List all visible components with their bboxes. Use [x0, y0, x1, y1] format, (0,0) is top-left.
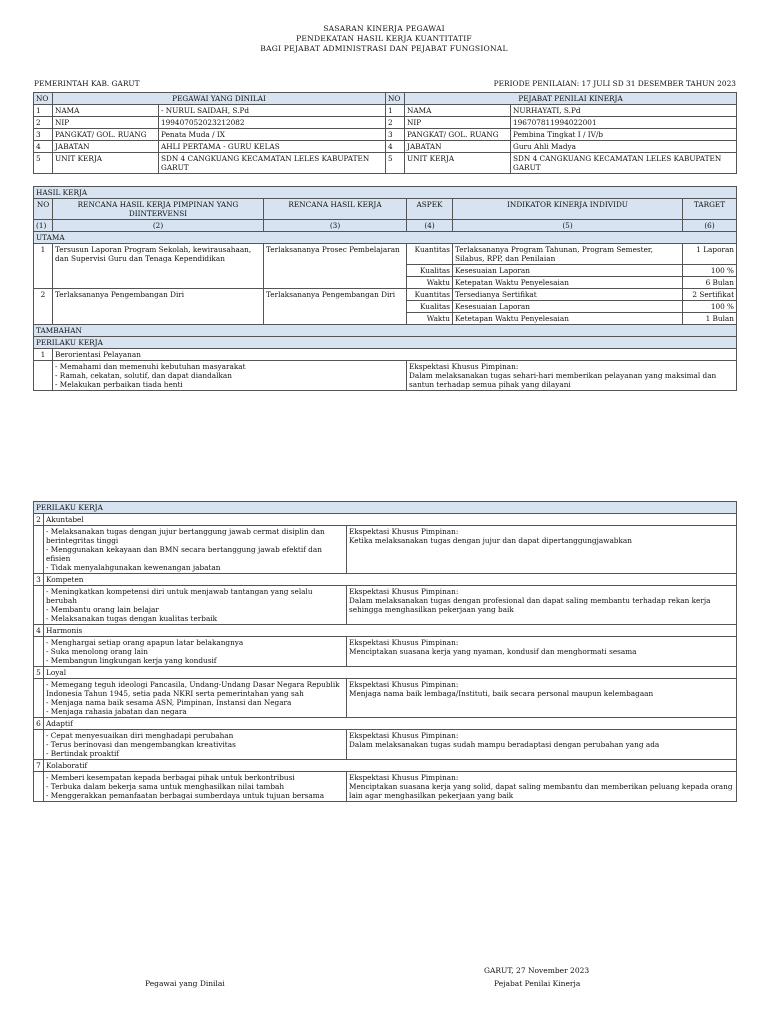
aspek-cell: Kuantitas [407, 244, 453, 265]
blank-cell [34, 679, 44, 718]
aspek-cell: Kuantitas [407, 289, 453, 301]
perilaku-detail-row [34, 361, 737, 391]
perilaku-point: - Melaksanakan tugas dengan jujur bertanggung jawab cermat disiplin dan berintegritas tinggi [46, 527, 325, 545]
row-number: 3 [386, 129, 405, 141]
rencana-hasil: Terlaksananya Pengembangan Diri [264, 289, 407, 325]
hasil-column-numbers [34, 220, 737, 232]
perilaku-points [44, 730, 347, 760]
perilaku-detail-row [34, 772, 737, 802]
rencana-pimpinan: Terlaksananya Pengembangan Diri [53, 289, 264, 325]
column-header: TARGET [683, 199, 737, 220]
column-header: NO [34, 199, 53, 220]
perilaku-name-row [34, 667, 737, 679]
aspek-cell: Kualitas [407, 301, 453, 313]
perilaku-detail-row [34, 526, 737, 574]
perilaku-points [44, 526, 347, 574]
blank-cell [34, 526, 44, 574]
column-number: (6) [683, 220, 737, 232]
target-cell: 2 Sertifikat [683, 289, 737, 301]
perilaku-name: Loyal [44, 667, 737, 679]
perilaku-name: Adaptif [44, 718, 737, 730]
target-cell: 100 % [683, 301, 737, 313]
indikator-cell: Kesesuaian Laporan [453, 265, 683, 277]
no-header: NO [34, 93, 53, 105]
column-header: ASPEK [407, 199, 453, 220]
ekspektasi-label: Ekspektasi Khusus Pimpinan: [409, 362, 519, 371]
perilaku-kerja-title-2: PERILAKU KERJA [34, 502, 737, 514]
signature-place-date: GARUT, 27 November 2023 [484, 966, 590, 975]
perilaku-name: Akuntabel [44, 514, 737, 526]
ekspektasi-text: Menciptakan suasana kerja yang nyaman, kondusif dan menghormati sesama [349, 647, 637, 656]
row-number: 5 [34, 153, 53, 174]
perilaku-point: - Memegang teguh ideologi Pancasila, Undang-Undang Dasar Negara Republik Indonesia Tahun 1945, setia pada NKRI serta pemerintahan yang sah [46, 680, 340, 698]
field-label: NAMA [405, 105, 511, 117]
perilaku-points [44, 679, 347, 718]
item-number: 1 [34, 244, 53, 289]
blank-cell [34, 637, 44, 667]
field-label: JABATAN [53, 141, 159, 153]
ekspektasi-cell [347, 679, 737, 718]
indikator-cell: Kesesuaian Laporan [453, 301, 683, 313]
ekspektasi-text: Dalam melaksanakan tugas dengan profesional dan dapat saling membantu terhadap rekan kerja sehingga menghasilkan pekerjaan yang baik [349, 596, 711, 614]
perilaku-name: Harmonis [44, 625, 737, 637]
perilaku-number: 6 [34, 718, 44, 730]
perilaku-kerja-title: PERILAKU KERJA [34, 337, 737, 349]
blank-cell [34, 586, 44, 625]
signature-pejabat: Pejabat Penilai Kinerja [494, 979, 581, 988]
column-header: INDIKATOR KINERJA INDIVIDU [453, 199, 683, 220]
hasil-kerja-table [33, 186, 737, 391]
ekspektasi-text: Dalam melaksanakan tugas sudah mampu beradaptasi dengan perubahan yang ada [349, 740, 660, 749]
pejabat-value: Pembina Tingkat I / IV/b [511, 129, 737, 141]
perilaku-point: - Terus berinovasi dan mengembangkan kreativitas [46, 740, 236, 749]
perilaku-number: 4 [34, 625, 44, 637]
rencana-pimpinan: Tersusun Laporan Program Sekolah, kewirausahaan, dan Supervisi Guru dan Tenaga Kependidikan [53, 244, 264, 289]
pejabat-value: Guru Ahli Madya [511, 141, 737, 153]
perilaku-points [44, 586, 347, 625]
row-number: 2 [34, 117, 53, 129]
row-number: 1 [386, 105, 405, 117]
doc-subtitle: PENDEKATAN HASIL KERJA KUANTITATIF [296, 34, 472, 43]
perilaku-point: - Terbuka dalam bekerja sama untuk menghasilkan nilai tambah [46, 782, 285, 791]
target-cell: 100 % [683, 265, 737, 277]
column-number: (4) [407, 220, 453, 232]
row-number: 2 [386, 117, 405, 129]
column-number: (1) [34, 220, 53, 232]
perilaku-point: - Menjaga rahasia jabatan dan negara [46, 707, 187, 716]
aspek-cell: Waktu [407, 313, 453, 325]
ekspektasi-cell [347, 637, 737, 667]
perilaku-point: - Menggunakan kekayaan dan BMN secara bertanggung jawab efektif dan efisien [46, 545, 322, 563]
pegawai-value: AHLI PERTAMA - GURU KELAS [159, 141, 386, 153]
perilaku-point: - Ramah, cekatan, solutif, dan dapat diandalkan [55, 371, 232, 380]
field-label: JABATAN [405, 141, 511, 153]
column-number: (3) [264, 220, 407, 232]
ekspektasi-text: Menciptakan suasana kerja yang solid, dapat saling membantu dan memberikan peluang kepada orang lain agar menghasilkan pekerjaan yang baik [349, 782, 733, 800]
pejabat-value: 196707811994022001 [511, 117, 737, 129]
perilaku-name: Kompeten [44, 574, 737, 586]
row-number: 3 [34, 129, 53, 141]
ekspektasi-label: Ekspektasi Khusus Pimpinan: [349, 638, 459, 647]
perilaku-point: - Memberi kesempatan kepada berbagai pihak untuk berkontribusi [46, 773, 295, 782]
perilaku-point: - Menjaga nama baik sesama ASN, Pimpinan, Instansi dan Negara [46, 698, 292, 707]
column-header: RENCANA HASIL KERJA [264, 199, 407, 220]
column-number: (5) [453, 220, 683, 232]
pegawai-row [34, 141, 737, 153]
ekspektasi-label: Ekspektasi Khusus Pimpinan: [349, 680, 459, 689]
aspek-cell: Waktu [407, 277, 453, 289]
perilaku-kerja-table [33, 501, 737, 802]
no-header: NO [386, 93, 405, 105]
pejabat-penilai-header: PEJABAT PENILAI KINERJA [405, 93, 737, 105]
perilaku-point: - Membangun lingkungan kerja yang kondusif [46, 656, 217, 665]
perilaku-point: - Membantu orang lain belajar [46, 605, 159, 614]
blank-cell [34, 730, 44, 760]
pejabat-value: NURHAYATI, S.Pd [511, 105, 737, 117]
pejabat-value: SDN 4 CANGKUANG KECAMATAN LELES KABUPATEN GARUT [511, 153, 737, 174]
field-label: UNIT KERJA [405, 153, 511, 174]
perilaku-point: - Tidak menyalahgunakan kewenangan jabatan [46, 563, 221, 572]
ekspektasi-label: Ekspektasi Khusus Pimpinan: [349, 773, 459, 782]
pegawai-header-row [34, 93, 737, 105]
rencana-hasil: Terlaksananya Prosec Pembelajaran [264, 244, 407, 289]
field-label: UNIT KERJA [53, 153, 159, 174]
ekspektasi-cell [407, 361, 737, 391]
row-number: 4 [386, 141, 405, 153]
ekspektasi-label: Ekspektasi Khusus Pimpinan: [349, 527, 459, 536]
target-cell: 1 Laporan [683, 244, 737, 265]
perilaku-name: Kolaboratif [44, 760, 737, 772]
ekspektasi-text: Dalam melaksanakan tugas sehari-hari memberikan pelayanan yang maksimal dan santun terhadap semua pihak yang dilayani [409, 371, 717, 389]
field-label: PANGKAT/ GOL. RUANG [53, 129, 159, 141]
target-cell: 1 Bulan [683, 313, 737, 325]
ekspektasi-label: Ekspektasi Khusus Pimpinan: [349, 587, 459, 596]
blank-cell [34, 361, 53, 391]
pegawai-row [34, 129, 737, 141]
ekspektasi-cell [347, 772, 737, 802]
perilaku-detail-row [34, 679, 737, 718]
indikator-cell: Ketepatan Waktu Penyelesaian [453, 277, 683, 289]
pemerintah-label: PEMERINTAH KAB. GARUT [34, 79, 140, 88]
ekspektasi-cell [347, 730, 737, 760]
ekspektasi-cell [347, 526, 737, 574]
blank-cell [34, 772, 44, 802]
perilaku-point: - Memahami dan memenuhi kebutuhan masyarakat [55, 362, 246, 371]
perilaku-point: - Meningkatkan kompetensi diri untuk menjawab tantangan yang selalu berubah [46, 587, 313, 605]
perilaku-point: - Suka menolong orang lain [46, 647, 148, 656]
perilaku-point: - Cepat menyesuaikan diri menghadapi perubahan [46, 731, 234, 740]
perilaku-number: 1 [34, 349, 53, 361]
hasil-kerja-title: HASIL KERJA [34, 187, 737, 199]
field-label: NAMA [53, 105, 159, 117]
ekspektasi-cell [347, 586, 737, 625]
pegawai-row [34, 153, 737, 174]
perilaku-points [44, 637, 347, 667]
pegawai-row [34, 105, 737, 117]
utama-label: UTAMA [34, 232, 737, 244]
perilaku-detail-row [34, 586, 737, 625]
hasil-kerja-row [34, 244, 737, 265]
perilaku-point: - Melakukan perbaikan tiada henti [55, 380, 183, 389]
target-cell: 6 Bulan [683, 277, 737, 289]
doc-title: SASARAN KINERJA PEGAWAI [323, 24, 445, 33]
perilaku-name-row [34, 514, 737, 526]
perilaku-name-row [34, 349, 737, 361]
hasil-kerja-row [34, 289, 737, 301]
periode-label: PERIODE PENILAIAN: 17 JULI SD 31 DESEMBER TAHUN 2023 [493, 79, 736, 88]
column-number: (2) [53, 220, 264, 232]
pegawai-value: Penata Muda / IX [159, 129, 386, 141]
pegawai-value: - NURUL SAIDAH, S.Pd [159, 105, 386, 117]
perilaku-number: 7 [34, 760, 44, 772]
perilaku-name: Berorientasi Pelayanan [53, 349, 737, 361]
pegawai-row [34, 117, 737, 129]
indikator-cell: Ketetapan Waktu Penyelesaian [453, 313, 683, 325]
perilaku-point: - Melaksanakan tugas dengan kualitas terbaik [46, 614, 218, 623]
perilaku-points [53, 361, 407, 391]
perilaku-detail-row [34, 730, 737, 760]
pegawai-dinilai-header: PEGAWAI YANG DINILAI [53, 93, 386, 105]
perilaku-number: 2 [34, 514, 44, 526]
ekspektasi-label: Ekspektasi Khusus Pimpinan: [349, 731, 459, 740]
perilaku-point: - Bertindak proaktif [46, 749, 119, 758]
row-number: 5 [386, 153, 405, 174]
item-number: 2 [34, 289, 53, 325]
indikator-cell: Terlaksananya Program Tahunan, Program Semester, Silabus, RPP, dan Penilaian [453, 244, 683, 265]
perilaku-name-row [34, 574, 737, 586]
signature-pegawai: Pegawai yang Dinilai [145, 979, 225, 988]
field-label: NIP [405, 117, 511, 129]
perilaku-point: - Menghargai setiap orang apapun latar belakangnya [46, 638, 244, 647]
column-header: RENCANA HASIL KERJA PIMPINAN YANG DIINTERVENSI [53, 199, 264, 220]
perilaku-points [44, 772, 347, 802]
field-label: PANGKAT/ GOL. RUANG [405, 129, 511, 141]
pegawai-table [33, 92, 737, 174]
hasil-column-headers [34, 199, 737, 220]
field-label: NIP [53, 117, 159, 129]
perilaku-number: 3 [34, 574, 44, 586]
perilaku-name-row [34, 625, 737, 637]
row-number: 4 [34, 141, 53, 153]
ekspektasi-text: Ketika melaksanakan tugas dengan jujur dan dapat dipertanggungjawabkan [349, 536, 632, 545]
row-number: 1 [34, 105, 53, 117]
perilaku-number: 5 [34, 667, 44, 679]
indikator-cell: Tersedianya Sertifikat [453, 289, 683, 301]
header-meta [34, 79, 736, 89]
ekspektasi-text: Menjaga nama baik lembaga/Instituti, baik secara personal maupun kelembagaan [349, 689, 654, 698]
tambahan-label: TAMBAHAN [34, 325, 737, 337]
doc-subtitle-2: BAGI PEJABAT ADMINISTRASI DAN PEJABAT FUNGSIONAL [260, 44, 508, 53]
aspek-cell: Kualitas [407, 265, 453, 277]
perilaku-point: - Menggerakkan pemanfaatan berbagai sumberdaya untuk tujuan bersama [46, 791, 325, 800]
pegawai-value: 199407052023212082 [159, 117, 386, 129]
perilaku-name-row [34, 718, 737, 730]
pegawai-value: SDN 4 CANGKUANG KECAMATAN LELES KABUPATEN GARUT [159, 153, 386, 174]
perilaku-name-row [34, 760, 737, 772]
perilaku-detail-row [34, 637, 737, 667]
